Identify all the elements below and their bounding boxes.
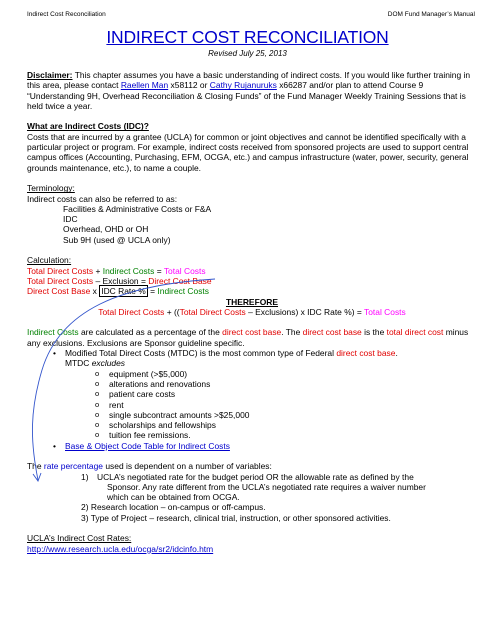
mtdc-bullet — [65, 348, 477, 441]
calc-term: Direct Cost Base — [148, 275, 212, 286]
text-span: direct cost base — [336, 348, 396, 359]
terminology-item: Overhead, OHD or OH — [63, 224, 149, 235]
calc-term: Indirect Costs — [157, 286, 209, 297]
text-span: are calculated as a percentage of the — [78, 327, 223, 338]
calc-op: = — [154, 265, 164, 276]
exclusion-item: o patient care costs — [109, 389, 477, 399]
calc-term: Total Costs — [364, 306, 406, 317]
terminology-intro: Indirect costs can also be referred to as: — [27, 193, 178, 204]
calc-line-4 — [27, 307, 477, 317]
calc-term: Total Costs — [163, 265, 206, 276]
page-title: INDIRECT COST RECONCILIATION — [106, 27, 389, 47]
terminology-item: Facilities & Administrative Costs or F&A — [63, 203, 212, 214]
rates-heading: UCLA’s Indirect Cost Rates: — [27, 533, 132, 544]
text-span: minus any exclusions. Exclusions are Sponsor guideline specific. — [27, 327, 469, 348]
disclaimer-text-2: x66287 and/or plan to attend Course 9 “Understanding 9H, Overhead Reconciliation & Closing Funds” of the Fund Manager Weekly Training Sessions that is held twice a year. — [27, 80, 466, 111]
disclaimer-label: Disclaimer: — [27, 70, 73, 80]
calc-line-3 — [27, 286, 477, 296]
rate-paragraph — [27, 461, 477, 471]
calc-term: Total Direct Costs — [27, 275, 94, 286]
exclusion-item: o alterations and renovations — [109, 379, 477, 389]
rate-item-3: 3) Type of Project – research, clinical trial, instruction, or other sponsored activities. — [81, 512, 391, 523]
terminology-heading: Terminology: — [27, 183, 75, 194]
calc-term: Exclusion — [102, 275, 139, 286]
terminology-item: Sub 9H (used @ UCLA only) — [63, 234, 171, 245]
disclaimer-text-1: This chapter assumes you have a basic understanding of indirect costs. If you would like further training in this area, please contact — [27, 70, 471, 91]
calc-op: x — [90, 286, 100, 297]
text-span: Modified Total Direct Costs (MTDC) is the most common type of Federal — [65, 348, 337, 359]
rate-item-2: 2) Research location – on-campus or off-campus. — [81, 502, 266, 513]
text-span: direct cost base — [222, 327, 282, 338]
document-body — [27, 70, 477, 554]
rate-item-1-cont: which can be obtained from OCGA. — [107, 492, 240, 503]
rates-url-link[interactable]: http://www.research.ucla.edu/ocga/sr2/idcinfo.htm — [27, 543, 214, 554]
exclusion-item: o rent — [109, 400, 477, 410]
calc-op: + — [93, 265, 103, 276]
text-span: UCLA’s negotiated rate for the budget period OR the allowable rate as defined by the — [97, 471, 414, 482]
text-span: rate percentage — [43, 461, 103, 472]
header-right: DOM Fund Manager’s Manual — [387, 11, 475, 18]
calc-op: = — [147, 286, 158, 297]
mtdc-list — [27, 348, 477, 451]
text-span: The — [27, 461, 44, 472]
calc-op: = — [138, 275, 149, 286]
exclusion-item: o equipment (>$5,000) — [109, 369, 477, 379]
calc-line-1 — [27, 266, 477, 276]
header-left: Indirect Cost Reconciliation — [27, 11, 106, 18]
calc-term: Direct Cost Base — [27, 286, 91, 297]
exclusion-item: o single subcontract amounts >$25,000 — [109, 410, 477, 420]
rate-item-1-cont: Sponsor. Any rate different from the UCLA’s negotiated rate requires a waiver number — [107, 481, 426, 492]
exclusion-list — [65, 369, 477, 441]
idc-rate-box: IDC Rate % — [101, 286, 146, 297]
calc-term: Total Direct Costs — [179, 306, 246, 317]
calc-line-2 — [27, 276, 477, 286]
calc-op: + (( — [164, 306, 180, 317]
text-span: direct cost base — [302, 327, 362, 338]
direct-cost-paragraph — [27, 327, 477, 348]
text-span: . The — [281, 327, 303, 338]
disclaimer-paragraph — [27, 70, 477, 111]
calc-op: – — [93, 275, 103, 286]
text-span: MTDC — [65, 358, 92, 369]
calc-term: Total Direct Costs — [27, 265, 94, 276]
base-object-code-link[interactable]: Base & Object Code Table for Indirect Costs — [65, 440, 230, 451]
text-span: used is dependent on a number of variables: — [103, 461, 272, 472]
rate-item-1 — [27, 472, 477, 482]
contact-link-cathy[interactable]: Cathy Rujanuruks — [209, 80, 277, 91]
text-span: total direct cost — [386, 327, 444, 338]
list-number: 1) — [81, 471, 89, 482]
exclusion-item: o scholarships and fellowships — [109, 420, 477, 430]
therefore-label: THEREFORE — [225, 296, 279, 307]
calc-term: Indirect Costs — [102, 265, 155, 276]
text-span: Indirect Costs — [27, 327, 79, 338]
text-span: is the — [361, 327, 387, 338]
revised-date: Revised July 25, 2013 — [208, 49, 287, 58]
idc-text: Costs that are incurred by a grantee (UCLA) for common or joint objectives and cannot be identified specifically with a particular project or program. For example, indirect costs received from sponsored projects are used to support central campus offices (Accounting, Purchasing, EFM, OCGA, etc.) and campus infrastructure (water, power, security, general grounds maintenance, etc.), to name a couple. — [27, 131, 469, 173]
exclusion-item: o tuition fee remissions. — [109, 430, 477, 440]
calc-op: – Exclusions) x IDC Rate %) = — [245, 306, 364, 317]
calc-term: Total Direct Costs — [98, 306, 165, 317]
disclaimer-ext: x58112 or — [168, 80, 210, 91]
terminology-item: IDC — [63, 214, 78, 225]
idc-heading: What are Indirect Costs (IDC)? — [27, 121, 149, 132]
text-span: . — [395, 348, 398, 359]
table-link-bullet — [65, 441, 477, 451]
contact-link-raellen[interactable]: Raellen Man — [120, 80, 169, 91]
calculation-heading: Calculation: — [27, 255, 72, 266]
text-span: excludes — [91, 358, 126, 369]
